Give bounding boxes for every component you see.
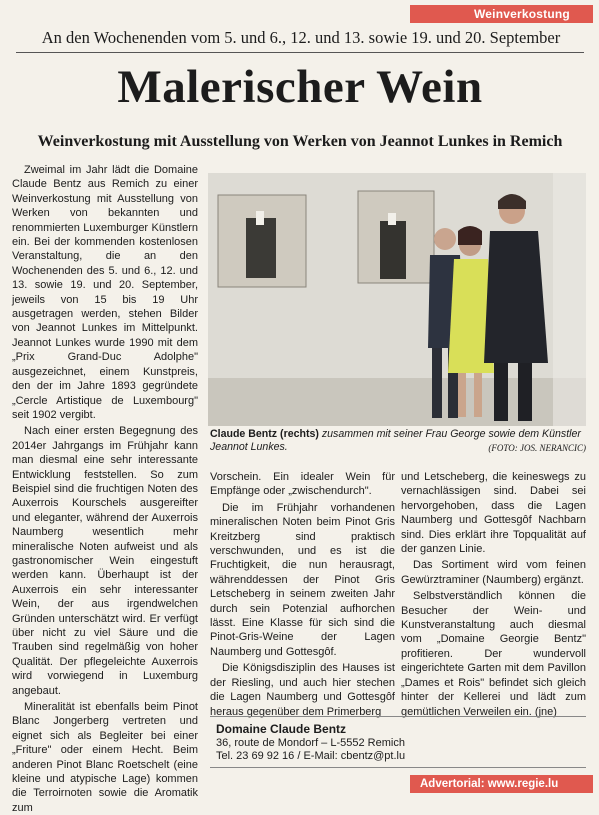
paragraph: Vorschein. Ein idealer Wein für Empfänge oder „zwischendurch".	[210, 471, 395, 498]
advertorial-tag[interactable]: Advertorial: www.regie.lu	[410, 775, 593, 793]
photo-illustration	[208, 173, 586, 426]
paragraph: Selbstverständlich können die Besucher der Wein- und Kunstveranstaltung auch diesmal vom „Domaine Georgie Bentz" profitieren. Der wundervoll eingerichtete Garten mit dem Pavillon „Dames et Rois" befindet sich gleich hinter der Kellerei und lädt zum gemütlichen Verweilen ein. (jne)	[401, 590, 586, 718]
paragraph: Nach einer ersten Begegnung des 2014er Jahrgangs im Frühjahr kann man diesmal eine sehr interessante Entwicklung feststellen. So zum Beispiel sind die fruchtigen Noten des Auxerrois Kourschels ausgereifter und eleganter, während der Auxerrois Naumberg wesentlich mehr mineralische Noten aufweist und als gastronomischer Wein eingestuft werden kann. Überhaupt ist der Auxerrois ein sehr interessanter Wein, der aus irgendwelchen Gründen unterschätzt wird. Er verfügt über nicht zu viel Säure und die Trauben sind regelmäßig von hoher Qualität. Der pflegeleichte Auxerrois wird vorwiegend in Luxemburg angebaut.	[12, 425, 198, 697]
caption-text: zusammen mit seiner Frau George sowie dem Künstler Jeannot Lunkes.	[210, 428, 581, 453]
divider	[16, 52, 584, 53]
headline: Malerischer Wein	[117, 61, 483, 113]
article-column-3	[401, 470, 586, 719]
dateline: An den Wochenenden vom 5. und 6., 12. und 13. sowie 19. und 20. September	[41, 28, 561, 47]
photo-credit: (FOTO: JOS. NERANCIC)	[488, 443, 586, 453]
paragraph: Die Königsdisziplin des Hauses ist der Riesling, und auch hier stechen die Lagen Naumberg und Gottesgôf heraus gegenüber dem Primerberg	[210, 662, 395, 718]
section-tag: Weinverkostung	[410, 5, 593, 23]
caption-bold: Claude Bentz (rechts)	[210, 428, 319, 440]
paragraph: Das Sortiment wird vom feinen Gewürztraminer (Naumberg) ergänzt.	[401, 559, 586, 586]
article-photo	[208, 173, 586, 426]
paragraph: Mineralität ist ebenfalls beim Pinot Blanc Jongerberg vertreten und eignet sich als Begleiter bei einer „Friture" oder einem Hecht. Beim anderen Pinot Blanc Roetschelt (eine kleine und atypische Lage) kommen die Terroirnoten sowie die Aromatik zum	[12, 701, 198, 814]
paragraph: Die im Frühjahr vorhandenen mineralischen Noten beim Pinot Gris Kreitzberg sind praktisch verschwunden, und es ist die Fruchtigkeit, die nun herausragt, währenddessen der Pinot Gris Letscheberg in seinem zweiten Jahr durch sein Potenzial aufhorchen lässt. Eine Klasse für sich sind die Pinot-Gris-Weine der Lagen Naumberg und Gottesgôf.	[210, 501, 395, 658]
article-column-2	[210, 470, 395, 719]
winery-contact[interactable]: Tel. 23 69 92 16 / E-Mail: cbentz@pt.lu	[216, 750, 406, 762]
paragraph: und Letscheberg, die keineswegs zu vernachlässigen sind. Dabei sei hervorgehoben, dass die Lagen Naumberg und Gottesgôf Nachbarn sind. Dies erklärt ihre Topqualität auf der ganzen Linie.	[401, 471, 586, 556]
contact-box	[210, 716, 586, 768]
winery-name: Domaine Claude Bentz	[216, 722, 347, 736]
subheadline: Weinverkostung mit Ausstellung von Werken von Jeannot Lunkes in Remich	[37, 133, 563, 150]
winery-address: 36, route de Mondorf – L-5552 Remich	[216, 736, 405, 749]
article-column-1	[12, 163, 198, 815]
paragraph: Zweimal im Jahr lädt die Domaine Claude Bentz aus Remich zu einer Weinverkostung mit Ausstellung von Werken von bekannten und renommierten Luxemburger Künstlern ein. Bei der kommenden kostenlosen Veranstaltung, die an den Wochenenden des 5. und 6., 12. und 13. sowie 19. und 20. September, jeweils von 15 bis 19 Uhr ausgetragen werden, stehen Bilder von Jeannot Lunkes im Mittelpunkt. Jeannot Lunkes wurde 1990 mit dem „Prix Grand-Duc Adolphe" ausgezeichnet, einem Kunstpreis, den der im Jahre 1893 gegründete „Cercle Artistique de Luxembourg" seit 1902 vergibt.	[12, 164, 198, 421]
